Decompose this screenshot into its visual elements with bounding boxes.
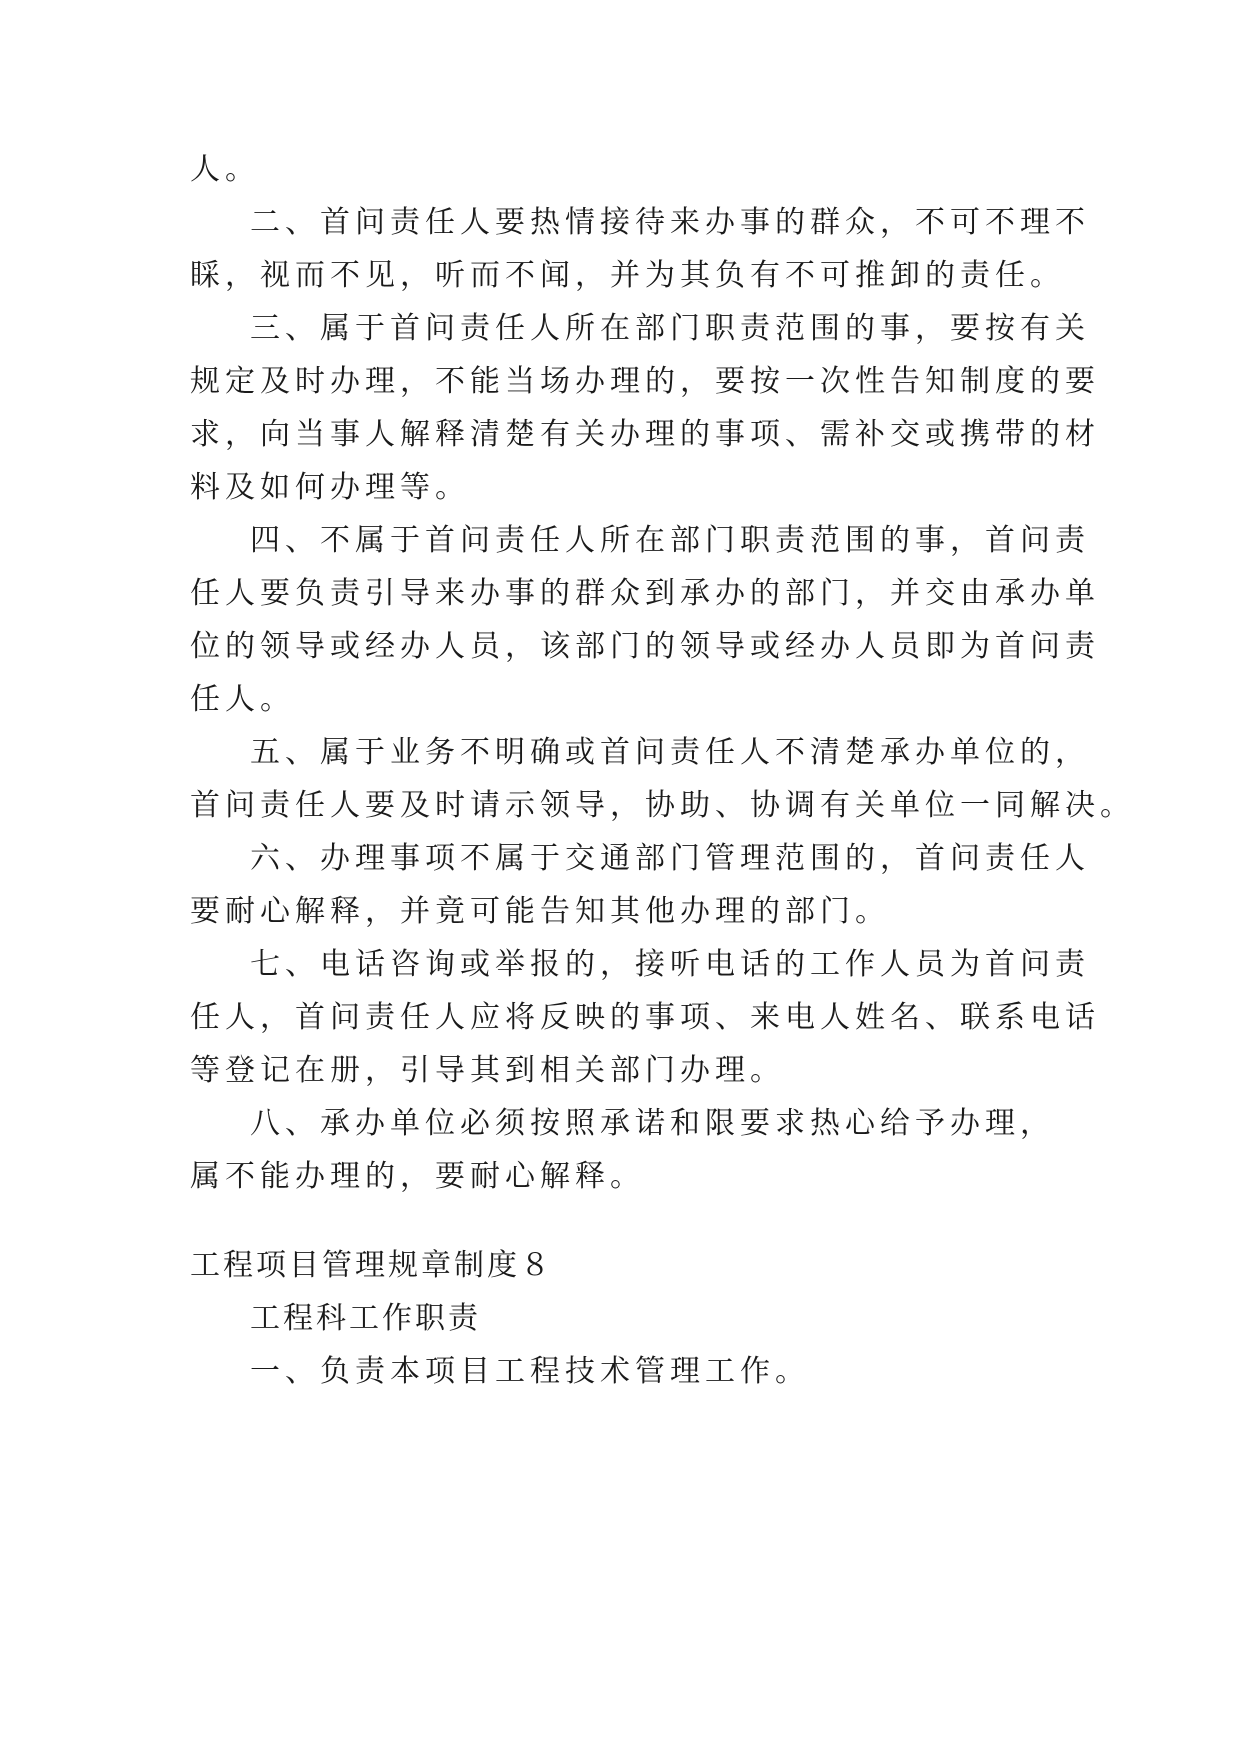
section-subtitle: 工程科工作职责 (250, 1301, 481, 1336)
paragraph-line: 任人要负责引导来办事的群众到承办的部门，并交由承办单 (190, 576, 1100, 611)
paragraph-line: 要耐心解释，并竟可能告知其他办理的部门。 (190, 894, 890, 929)
paragraph-line: 一、负责本项目工程技术管理工作。 (250, 1354, 810, 1389)
paragraph-line: 等登记在册，引导其到相关部门办理。 (190, 1053, 785, 1088)
paragraph-line: 八、承办单位必须按照承诺和限要求热心给予办理， (250, 1106, 1055, 1141)
paragraph-line: 任人。 (190, 682, 295, 717)
paragraph-line: 任人，首问责任人应将反映的事项、来电人姓名、联系电话 (190, 1000, 1100, 1035)
paragraph-line: 四、不属于首问责任人所在部门职责范围的事，首问责 (250, 523, 1090, 558)
paragraph-line: 属不能办理的，要耐心解释。 (190, 1159, 645, 1194)
paragraph-line: 五、属于业务不明确或首问责任人不清楚承办单位的， (250, 735, 1090, 770)
section-title: 工程项目管理规章制度８ (190, 1248, 553, 1283)
paragraph-line: 睬，视而不见，听而不闻，并为其负有不可推卸的责任。 (190, 258, 1065, 293)
paragraph-line: 求，向当事人解释清楚有关办理的事项、需补交或携带的材 (190, 417, 1100, 452)
paragraph-line: 人。 (190, 152, 260, 187)
paragraph-line: 位的领导或经办人员，该部门的领导或经办人员即为首问责 (190, 629, 1100, 664)
paragraph-line: 料及如何办理等。 (190, 470, 470, 505)
paragraph-line: 二、首问责任人要热情接待来办事的群众，不可不理不 (250, 205, 1090, 240)
paragraph-line: 七、电话咨询或举报的，接听电话的工作人员为首问责 (250, 947, 1090, 982)
paragraph-line: 首问责任人要及时请示领导，协助、协调有关单位一同解决。 (190, 788, 1135, 823)
paragraph-line: 六、办理事项不属于交通部门管理范围的，首问责任人 (250, 841, 1090, 876)
paragraph-line: 三、属于首问责任人所在部门职责范围的事，要按有关 (250, 311, 1090, 346)
paragraph-line: 规定及时办理，不能当场办理的，要按一次性告知制度的要 (190, 364, 1100, 399)
